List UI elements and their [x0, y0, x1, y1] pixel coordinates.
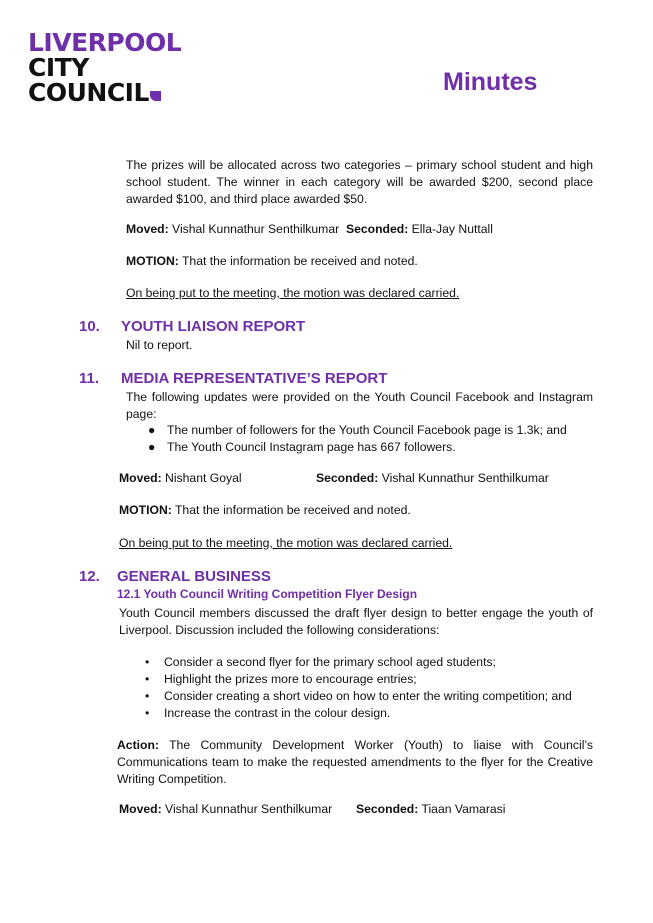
section-12-title: GENERAL BUSINESS [117, 568, 271, 585]
list-item-text: The number of followers for the Youth Council Facebook page is 1.3k; and [167, 423, 567, 437]
motion-label: MOTION: [126, 254, 179, 268]
seconded-label: Seconded: [356, 802, 419, 816]
list-item [145, 705, 595, 722]
section-10-number: 10. [79, 318, 100, 335]
seconded-name: Vishal Kunnathur Senthilkumar [381, 471, 549, 485]
moved-label: Moved: [119, 802, 162, 816]
section-11-intro: The following updates were provided on the Youth Council Facebook and Instagram page: [126, 390, 593, 421]
list-item-text: Highlight the prizes more to encourage entries; [164, 672, 417, 686]
seconded-label: Seconded: [316, 471, 379, 485]
bullet-icon: • [145, 689, 150, 703]
section-10-body: Nil to report. [126, 338, 193, 352]
section-12-seconded-line [356, 802, 505, 816]
section-11-bullet-list [148, 422, 598, 456]
section-12-heading [79, 568, 271, 585]
action-text: The Community Development Worker (Youth) to liaise with Council’s Communications team to make the requested amendments to the flyer for the Creative Writing Competition. [117, 738, 593, 786]
list-item [145, 688, 595, 705]
bullet-icon: • [145, 672, 150, 686]
page-title: Minutes [443, 68, 538, 96]
section-12-action-paragraph [117, 737, 593, 788]
list-item [148, 422, 598, 439]
seconded-name: Tiaan Vamarasi [421, 802, 506, 816]
moved-name: Vishal Kunnathur Senthilkumar [172, 222, 340, 236]
motion-label: MOTION: [119, 503, 172, 517]
list-item-text: Increase the contrast in the colour design. [164, 706, 391, 720]
moved-name: Nishant Goyal [165, 471, 242, 485]
list-item [148, 439, 598, 456]
section-10-title: YOUTH LIAISON REPORT [121, 318, 306, 335]
seconded-name: Ella-Jay Nuttall [411, 222, 493, 236]
section-11-seconded-line [316, 471, 549, 485]
motion-text: That the information be received and noted. [181, 254, 418, 268]
moved-name: Vishal Kunnathur Senthilkumar [165, 802, 333, 816]
section-11-carried-line: On being put to the meeting, the motion was declared carried. [119, 536, 453, 550]
top-motion-line [126, 254, 418, 268]
moved-label: Moved: [119, 471, 162, 485]
bullet-icon: ● [148, 440, 156, 454]
section-12-bullet-list [145, 654, 595, 722]
list-item [145, 654, 595, 671]
list-item-text: Consider creating a short video on how to enter the writing competition; and [164, 689, 572, 703]
logo-line-1: LIVERPOOL [28, 28, 182, 57]
motion-text: That the information be received and noted. [174, 503, 411, 517]
council-logo [28, 30, 228, 105]
section-11-motion-line [119, 503, 411, 517]
section-11-heading [79, 370, 387, 387]
section-12-number: 12. [79, 568, 100, 585]
section-12-moved-line [119, 802, 332, 816]
bullet-icon: • [145, 655, 150, 669]
list-item-text: The Youth Council Instagram page has 667 followers. [167, 440, 456, 454]
logo-line-3-text: COUNCIL [28, 78, 149, 107]
moved-label: Moved: [126, 222, 169, 236]
section-12-intro: Youth Council members discussed the draft flyer design to better engage the youth of Liverpool. Discussion included the following considerations: [119, 606, 593, 637]
bullet-icon: • [145, 706, 150, 720]
action-label: Action: [117, 738, 159, 752]
section-11-moved-line [119, 471, 242, 485]
list-item-text: Consider a second flyer for the primary school aged students; [164, 655, 496, 669]
section-10-heading [79, 318, 305, 335]
seconded-label: Seconded: [345, 222, 409, 236]
list-item [145, 671, 595, 688]
top-moved-line [126, 222, 493, 236]
bullet-icon: ● [148, 423, 156, 437]
section-11-number: 11. [79, 370, 100, 387]
section-12-1-heading: 12.1 Youth Council Writing Competition Flyer Design [117, 587, 418, 601]
logo-line-3 [28, 80, 228, 105]
section-11-title: MEDIA REPRESENTATIVE’S REPORT [121, 370, 388, 387]
logo-speech-mark-icon [150, 91, 161, 101]
top-carried-line: On being put to the meeting, the motion was declared carried. [126, 286, 460, 300]
prizes-paragraph: The prizes will be allocated across two categories – primary school student and high school student. The winner in each category will be awarded $200, second place awarded $100, and third place awarded $50. [126, 158, 593, 206]
logo-line-2: CITY [28, 53, 89, 82]
